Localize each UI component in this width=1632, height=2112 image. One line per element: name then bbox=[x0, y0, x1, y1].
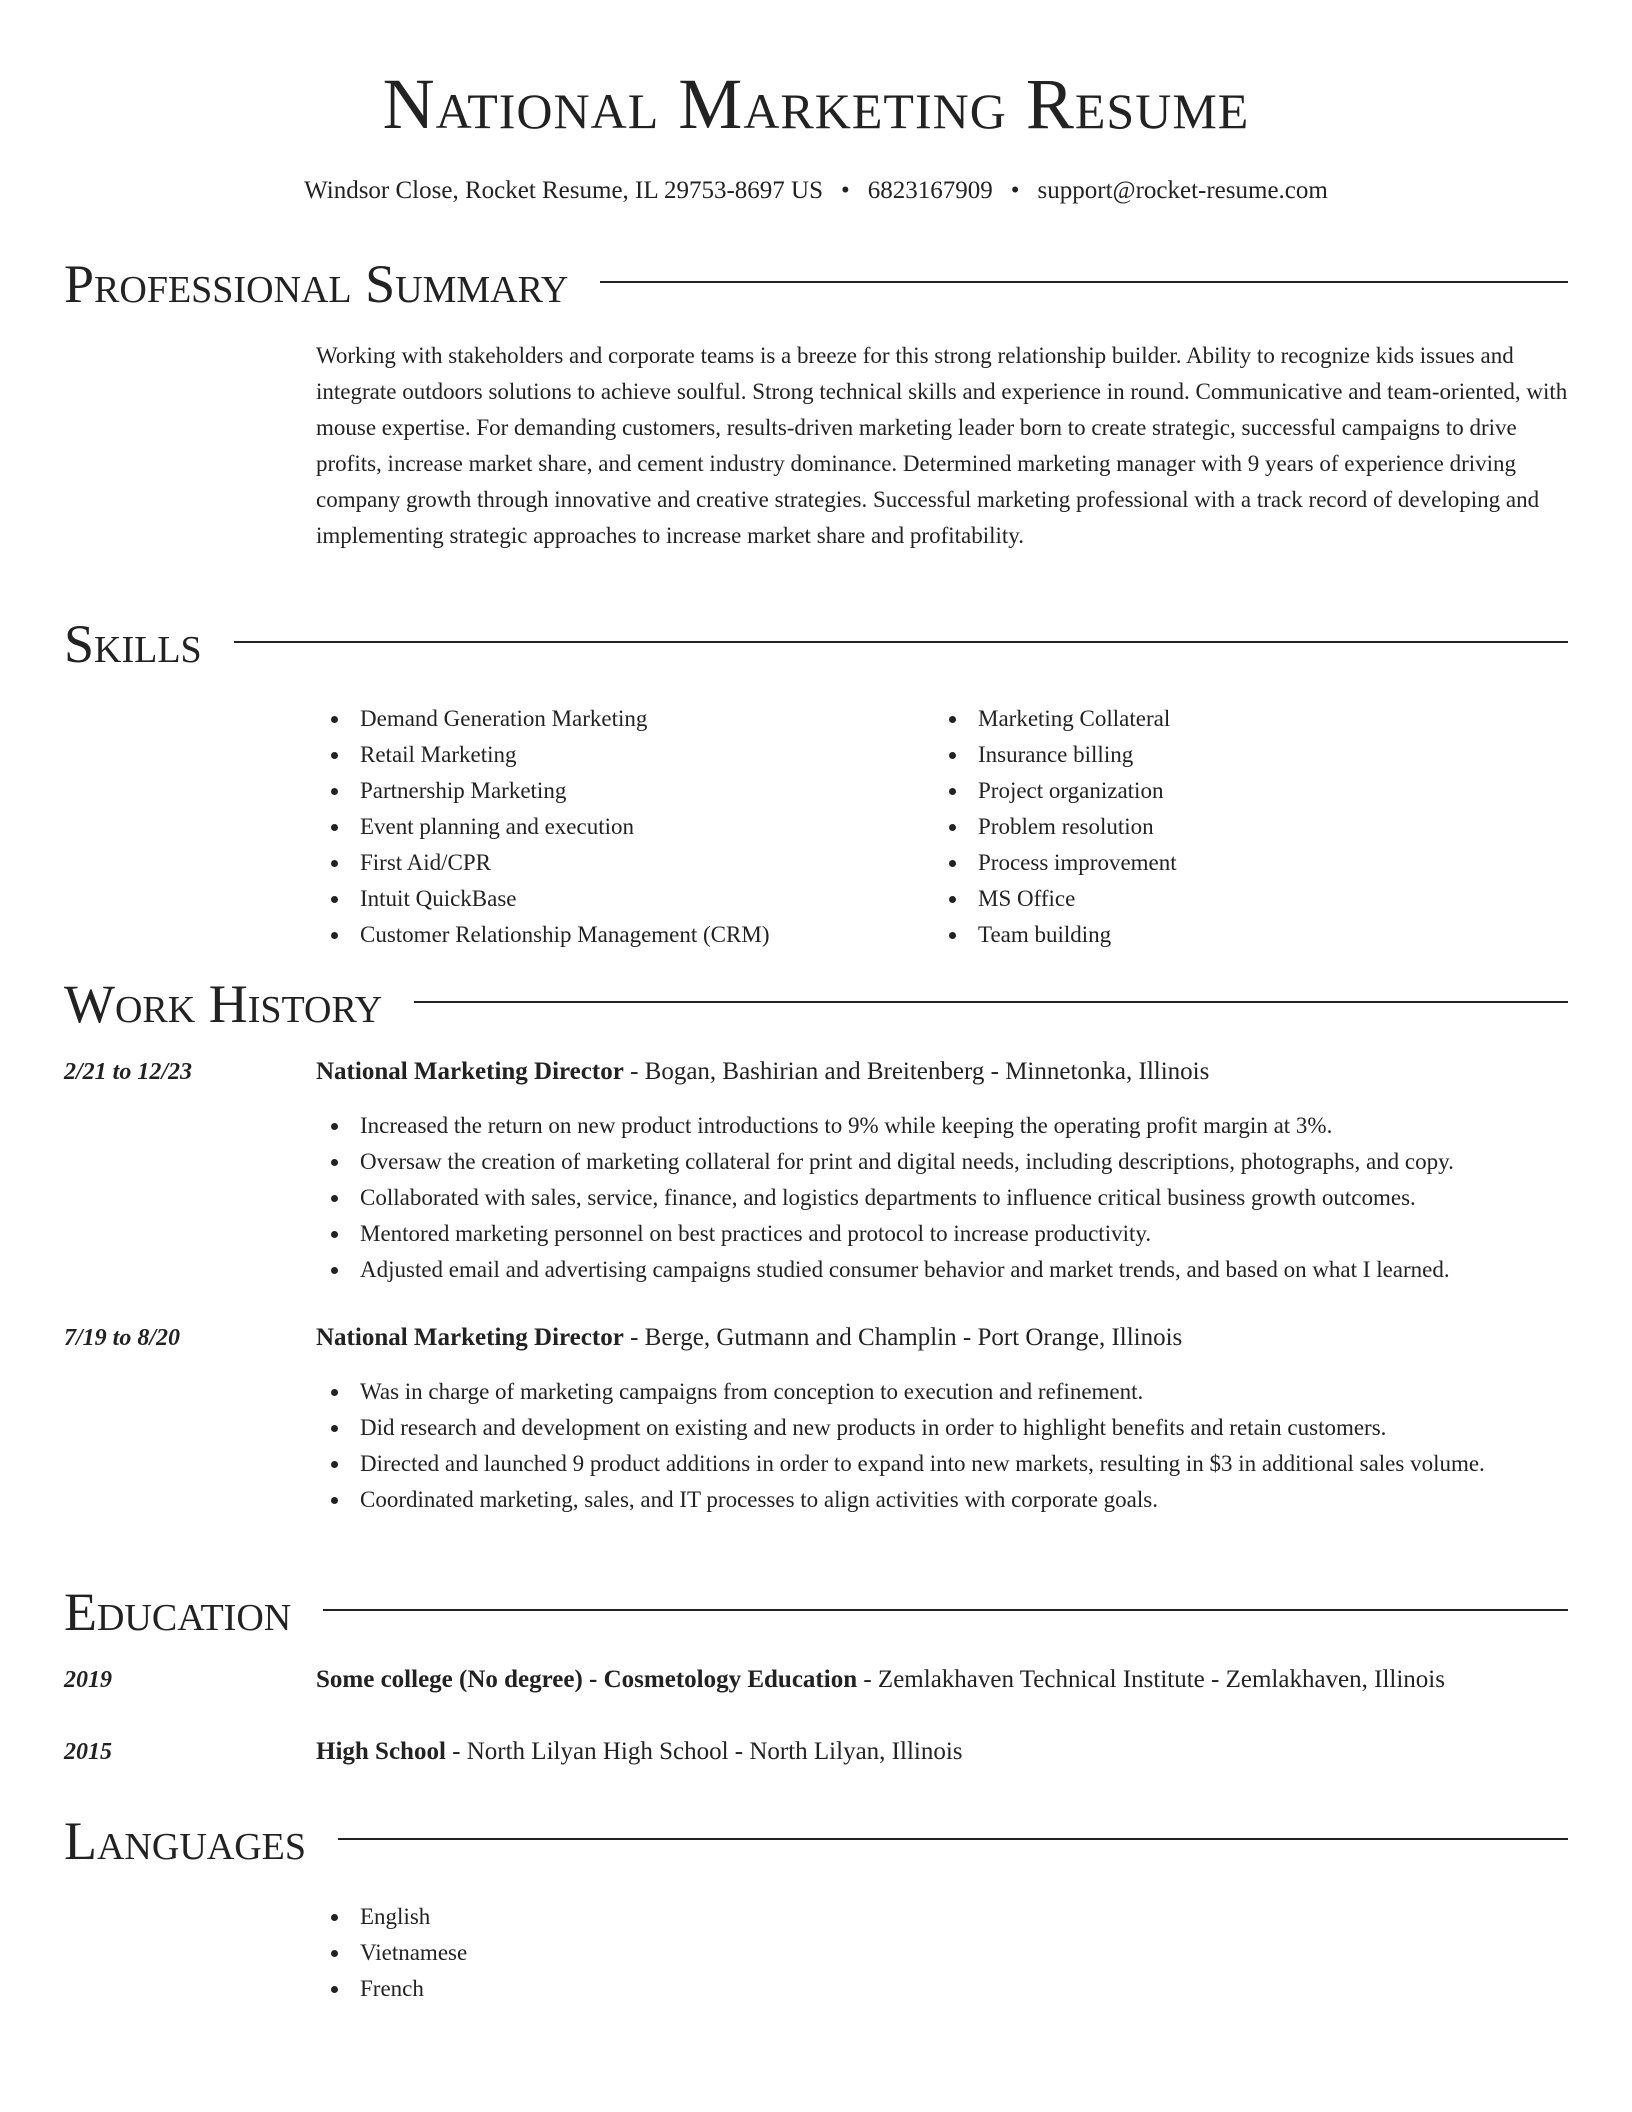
job-bullets bbox=[316, 1108, 1568, 1288]
section-divider bbox=[323, 1609, 1568, 1611]
contact-separator: • bbox=[841, 177, 850, 204]
section-divider bbox=[234, 641, 1568, 643]
language-item: Vietnamese bbox=[316, 1935, 916, 1971]
skill-item: Team building bbox=[934, 917, 1534, 953]
job-role: National Marketing Director bbox=[316, 1324, 624, 1351]
job-role: National Marketing Director bbox=[316, 1058, 624, 1085]
skill-item: MS Office bbox=[934, 881, 1534, 917]
section-divider bbox=[414, 1001, 1568, 1003]
skill-item: Project organization bbox=[934, 773, 1534, 809]
job-bullet: Increased the return on new product introductions to 9% while keeping the operating profit margin at 3%. bbox=[316, 1108, 1568, 1144]
education-entry bbox=[316, 1662, 1568, 1698]
skill-item: Partnership Marketing bbox=[316, 773, 916, 809]
skill-item: Marketing Collateral bbox=[934, 701, 1534, 737]
skill-item: Retail Marketing bbox=[316, 737, 916, 773]
work-section-header bbox=[64, 972, 1568, 1036]
email: support@rocket-resume.com bbox=[1037, 177, 1328, 204]
languages-section-header bbox=[64, 1809, 1568, 1873]
education-heading: Education bbox=[64, 1582, 292, 1642]
work-heading: Work History bbox=[64, 974, 383, 1034]
education-year: 2015 bbox=[64, 1739, 112, 1765]
job-bullet: Directed and launched 9 product additions in order to expand into new markets, resulting in $3 in additional sales volume. bbox=[316, 1446, 1568, 1482]
skill-item: Process improvement bbox=[934, 845, 1534, 881]
job-dates: 2/21 to 12/23 bbox=[64, 1059, 193, 1085]
skill-item: First Aid/CPR bbox=[316, 845, 916, 881]
education-degree: High School bbox=[316, 1738, 446, 1765]
education-entry bbox=[316, 1734, 1568, 1770]
education-section-header bbox=[64, 1580, 1568, 1644]
job-details: - Bogan, Bashirian and Breitenberg - Minnetonka, Illinois bbox=[623, 1058, 1210, 1085]
address: Windsor Close, Rocket Resume, IL 29753-8697 US bbox=[304, 177, 824, 204]
job-bullet: Coordinated marketing, sales, and IT processes to align activities with corporate goals. bbox=[316, 1482, 1568, 1518]
language-item: English bbox=[316, 1899, 916, 1935]
section-divider bbox=[600, 281, 1568, 283]
job-heading bbox=[316, 1054, 1568, 1090]
job-bullet: Adjusted email and advertising campaigns studied consumer behavior and market trends, and based on what I learned. bbox=[316, 1252, 1568, 1288]
skills-section-header bbox=[64, 612, 1568, 676]
job-bullet: Did research and development on existing and new products in order to highlight benefits and retain customers. bbox=[316, 1410, 1568, 1446]
section-divider bbox=[338, 1838, 1568, 1840]
education-details: - North Lilyan High School - North Lilyan, Illinois bbox=[445, 1738, 963, 1765]
phone: 6823167909 bbox=[867, 177, 993, 204]
skill-item: Event planning and execution bbox=[316, 809, 916, 845]
job-heading bbox=[316, 1320, 1568, 1356]
skill-item: Customer Relationship Management (CRM) bbox=[316, 917, 916, 953]
job-bullet: Oversaw the creation of marketing collateral for print and digital needs, including descriptions, photographs, and copy. bbox=[316, 1144, 1568, 1180]
contact-separator: • bbox=[1010, 177, 1020, 204]
job-details: - Berge, Gutmann and Champlin - Port Orange, Illinois bbox=[623, 1324, 1183, 1351]
job-bullet: Mentored marketing personnel on best practices and protocol to increase productivity. bbox=[316, 1216, 1568, 1252]
summary-text: Working with stakeholders and corporate teams is a breeze for this strong relationship builder. Ability to recognize kids issues and integrate outdoors solutions to achieve soulful. Strong technical skills and experience in round. Communicative and team-oriented, with mouse expertise. For demanding customers, results-driven marketing leader born to create strategic, successful campaigns to drive profits, increase market share, and cement industry dominance. Determined marketing manager with 9 years of experience driving company growth through innovative and creative strategies. Successful marketing professional with a track record of developing and implementing strategic approaches to increase market share and profitability. bbox=[316, 343, 1568, 548]
skill-item: Insurance billing bbox=[934, 737, 1534, 773]
education-details: - Zemlakhaven Technical Institute - Zemlakhaven, Illinois bbox=[857, 1666, 1445, 1693]
education-year: 2019 bbox=[64, 1667, 112, 1693]
summary-section-header bbox=[64, 252, 1568, 316]
skill-item: Problem resolution bbox=[934, 809, 1534, 845]
job-bullet: Was in charge of marketing campaigns from conception to execution and refinement. bbox=[316, 1374, 1568, 1410]
skill-item: Intuit QuickBase bbox=[316, 881, 916, 917]
resume-title: National Marketing Resume bbox=[382, 64, 1250, 144]
summary-heading: Professional Summary bbox=[64, 254, 569, 314]
job-dates: 7/19 to 8/20 bbox=[64, 1325, 181, 1351]
skill-item: Demand Generation Marketing bbox=[316, 701, 916, 737]
education-degree: Some college (No degree) - Cosmetology Education bbox=[316, 1666, 858, 1693]
skills-list-right bbox=[934, 701, 1534, 953]
contact-line bbox=[0, 174, 1632, 208]
job-bullet: Collaborated with sales, service, finance, and logistics departments to influence critical business growth outcomes. bbox=[316, 1180, 1568, 1216]
job-bullets bbox=[316, 1374, 1568, 1518]
languages-heading: Languages bbox=[64, 1811, 306, 1871]
skills-list-left bbox=[316, 701, 916, 953]
language-item: French bbox=[316, 1971, 916, 2007]
skills-heading: Skills bbox=[64, 614, 202, 674]
languages-list bbox=[316, 1899, 916, 2007]
